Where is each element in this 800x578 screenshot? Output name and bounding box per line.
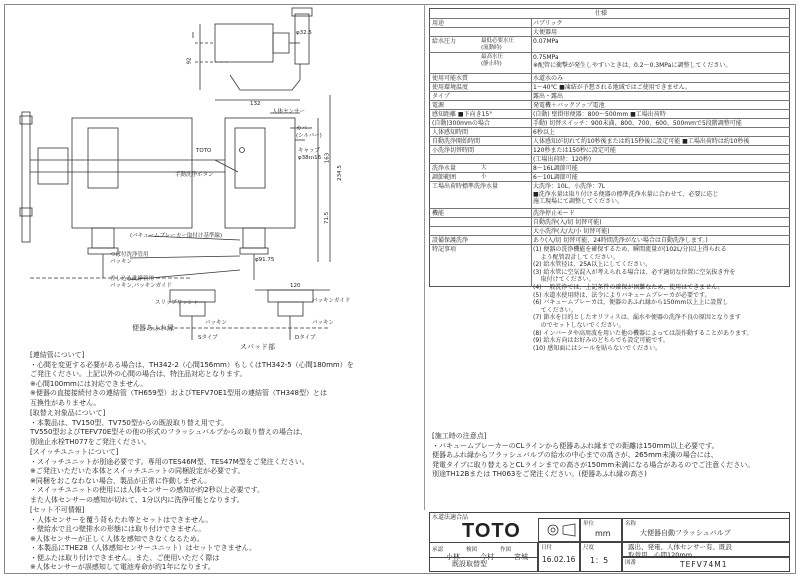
label-packing-guide: パッキン,パッキンガイド <box>110 283 172 289</box>
water-note: 水道法適合品 <box>432 514 469 521</box>
checker-label: 検図 <box>466 547 478 553</box>
spec-row-label: 工場出荷時標準洗浄水量 <box>432 183 499 190</box>
label-cover: カバー <box>296 126 313 132</box>
projection-symbol <box>538 518 580 542</box>
dim-234-5: 234.5 <box>336 165 343 181</box>
spec-row-value: (自動) 壁掛形便器：800～500mm ■工場出荷時 <box>533 111 666 118</box>
note-line: ※便器の直接接続付きの連結管（TH659型）およびTEFV70E1型用の連結管（TH348型）とは <box>30 389 327 397</box>
spec-row-value: 手動) 切替スイッチ：900未満、800、700、600、500mmで5段階調整可能 <box>533 120 742 127</box>
spec-row-sub: 大 <box>481 165 487 171</box>
spec-row-value: 1～40℃ ■凍結が予想される地域ではご使用できません。 <box>533 84 692 91</box>
spec-row <box>429 36 790 53</box>
dim-92: 92 <box>186 57 193 65</box>
spec-row-value: 水道水のみ <box>533 75 564 82</box>
product-description: 露出、発電、人体センサー有、既設 取替用、心間120mm <box>628 543 732 559</box>
spec-row-label: 人体感知時間 <box>432 129 469 136</box>
note-line: ・バキュームブレーカーのCLラインから便器あふれ縁までの距離は150mm以上必要です。 <box>432 441 719 450</box>
spec-row-value: 6秒以上 <box>533 129 555 136</box>
label-manual-button: 手動洗浄ボタン <box>175 172 214 178</box>
note-line: [連結管について] <box>30 351 85 359</box>
dim-132: 132 <box>250 101 261 107</box>
spec-row-label: 洗浄水量 <box>432 165 457 172</box>
top-view-body <box>215 24 273 62</box>
drafter: 宮城 <box>514 553 528 561</box>
date: 16.02.16 <box>542 555 576 564</box>
spec-row-value: 露出・露出 <box>533 93 564 100</box>
spec-row-value: (1) 便器の洗浄機能を確保するため、瞬間流量が(102L/分)以上得られる よう配管設計してください。 (2) 給水管径は、25A以上にしてください。 (3) 給水管に空気混入が考えられる場合は、必ず適切な位置に空気抜き弁を 取付けてください。 (4) 一般洗浄では、上記条件の確保が困難なため、使用はできません。 (5) 水道水使用時は、法令によりバキュームブレーカが必要です。 (6) バキュームブレーカは、便器のあふれ縁から150mm以上上に設置し てください。 (7) 節水を目的としたオリフィスは、漏水や便器の洗浄不良の原因となります のでセットしないでください。 (8) インバータや高周波を用いた他の機器によっては誤作動することがあります。 (9) 給水方向はお好みのどちらでも設定可能です。 (10) 感知面にはシールを貼らないでください。 <box>533 246 753 352</box>
note-line: ・スイッチユニットが別途必要です。専用のTES46M型、TES47M型をご発注ください。 <box>30 457 309 466</box>
note-line: 便器あふれ縁からフラッシュバルブの給水の中心までの高さが、265mm未満の場合には、 <box>432 451 718 459</box>
spec-row-label: 使用環境温度 <box>432 84 469 91</box>
checker: 今村 <box>480 553 494 561</box>
spec-row-sub: 最低必要水圧 (流動時) <box>481 38 515 51</box>
spec-row-value: 6～10L調節可能 <box>533 174 578 181</box>
note-line: ご発注ください。上記以外の心間の場合は、特注品対応となります。 <box>30 370 247 378</box>
spec-row-value: 大洗浄：10L、小洗浄：7L ■洗浄水量は取り付ける便器の標準洗浄水量に合わせて、必要に応じ 施工現場にて調整してください。 <box>533 183 719 206</box>
note-line: 互換性がありません。 <box>30 398 101 407</box>
category: 既設取替型 <box>452 560 487 568</box>
label-slip-washer: スリップワッシャー <box>155 300 204 306</box>
note-line: ※人体センサーが正しく人体を感知できなくなるため。 <box>30 534 204 543</box>
spec-divider <box>531 18 532 287</box>
front-view-body <box>225 118 295 228</box>
spec-row <box>429 244 790 352</box>
scale-label: 尺度 <box>583 545 595 551</box>
spec-row-value: あり(入/切 切替可能、24時間洗浄がない場合は自動洗浄します。) <box>533 237 708 244</box>
spec-row-label: 給水圧力 <box>432 38 457 45</box>
spec-row-label: 小洗浄切替時間 <box>432 147 475 154</box>
approver-label: 承認 <box>432 547 444 553</box>
spec-row-sub: 最高水圧 (静止時) <box>481 54 504 67</box>
note-line: ※心間100mmには対応できません。 <box>30 379 148 388</box>
label-vacuum-breaker: (バキュームブレーカー取付け基準線) <box>130 233 222 239</box>
spec-row-label: 電源 <box>432 102 445 109</box>
spec-row-value: 大小洗浄(大/大/小 切替可能) <box>533 228 610 235</box>
label-spud: スパッド部 <box>240 343 275 351</box>
label-washer-pipe: 差し込み洗浄管用 <box>110 276 155 282</box>
note-line: ※人体センサーが誤感知して電池寿命が約1年になります。 <box>30 563 215 571</box>
drawing-no-label: 図番 <box>625 560 637 566</box>
spec-row-label: 機能 <box>432 210 445 217</box>
label-tsuba: つば付洗浄管用 <box>110 252 149 258</box>
spec-row-label: (自動)300mmの場合 <box>432 120 490 127</box>
spec-row <box>429 181 790 209</box>
dim-71-5: 71.5 <box>324 211 331 225</box>
note-line: [セット不可情報] <box>30 506 85 514</box>
date-label: 日付 <box>541 545 553 551</box>
note-line: ・壁給水で且つ壁排水の形態には取り付けできません。 <box>30 525 206 533</box>
dim-32-5: φ32.5 <box>296 30 312 36</box>
dim-38: φ38ｍ16 <box>298 155 322 161</box>
note-line: ・本製品は、TV150型、TV750型からの既設取り替え用です。 <box>30 418 229 427</box>
label-toilet-flange: 便器あふれ縁 <box>132 324 174 332</box>
label-packing-guide2: パッキンガイド <box>312 298 351 304</box>
note-line: また人体センサーの感知が切れて、1分以内に洗浄可能となります。 <box>30 495 244 504</box>
drafter-label: 作図 <box>500 547 512 553</box>
dim-120: 120 <box>290 283 301 289</box>
note-line: ※同梱をおこなわない場合、製品が正常に作動しません。 <box>30 476 212 485</box>
note-line: 別途止水栓TH077をご発注ください。 <box>30 437 151 446</box>
center-divider <box>424 4 425 510</box>
name-label: 名称 <box>625 521 637 527</box>
product-name: 大便器自動フラッシュバルブ <box>640 529 731 537</box>
spec-row-value: 洗浄停止モード <box>533 210 575 217</box>
note-line: [取替え対象品について] <box>30 409 106 417</box>
note-line: TV550型およびTEFV70E型その他の形式のフラッシュバルブからの取り替えの場合は、 <box>30 428 307 436</box>
note-line: [スイッチユニットについて] <box>30 448 119 456</box>
spec-row-value: 0.07MPa <box>533 38 559 45</box>
note-line: 発電タイプに取り替えるとCLラインまでの高さが150mm未満になる場合があるのでご注意ください。 <box>432 460 755 469</box>
spec-row-label: 使用可能水質 <box>432 75 469 82</box>
spec-row-value: 発電機＋バックアップ電池 <box>533 102 605 109</box>
unit-label: 単位 <box>583 521 595 527</box>
label-toto: TOTO <box>196 148 212 154</box>
label-d-type: Dタイプ <box>295 335 316 341</box>
spec-row-label: 設備保護洗浄 <box>432 237 469 244</box>
spec-row-value: 0.75MPa ※配管に衝撃が発生しやすいときは、0.2～0.3MPaに調整してください。 <box>533 54 732 69</box>
spec-row-value: パブリック <box>533 20 563 27</box>
spec-row-label: 調節範囲 <box>432 174 457 181</box>
spec-row-value: 120秒または150秒に設定可能 <box>533 147 616 154</box>
spec-row-sub: 小 <box>481 174 487 180</box>
note-line: ・心間を変更する必要がある場合は、TH342-2（心間156mm）もしくはTH342-5（心間180mm）を <box>30 360 354 369</box>
approver: 小林 <box>446 553 460 561</box>
label-silver: (シルバー) <box>296 133 322 139</box>
dim-91-75: φ91.75 <box>255 257 275 263</box>
spec-row-label: 用途 <box>432 20 445 27</box>
note-line: ・便ふたは取り付けできません。また、ご使用いただく際は <box>30 553 220 562</box>
notes-right <box>432 432 754 480</box>
spec-row-label: タイプ <box>432 93 450 100</box>
spec-row <box>429 52 790 74</box>
spec-title: 仕様 <box>595 10 608 17</box>
note-line: ・スイッチユニットの使用には人体センサーの感知が約2秒以上必要です。 <box>30 486 265 494</box>
drawing-number: TEFV74M1 <box>680 560 728 569</box>
dim-163: 163 <box>324 152 331 164</box>
spec-row-value: 大便器用 <box>533 29 558 36</box>
note-line: 別途TH12Bまたは TH063をご発注ください。(便器あふれ縁の高さ) <box>432 470 647 478</box>
label-s-type: Sタイプ <box>198 335 218 341</box>
note-line: [施工時の注意点] <box>432 432 487 440</box>
spec-row-value: 人体感知が切れて約10秒後または約15秒後に設定可能 ■工場出荷時は約10秒後 <box>533 138 750 145</box>
label-packing3: パッキン <box>312 320 334 326</box>
label-cap: キャップ <box>298 148 321 154</box>
notes-left <box>30 351 354 573</box>
note-line: ・人体センサーを覆う背もたれ等とセットはできません。 <box>30 515 213 524</box>
label-sensor: 人体センサー <box>272 109 306 115</box>
brand-logo: TOTO <box>462 520 521 542</box>
spec-row-value: 自動洗浄(入/切 切替可能) <box>533 219 602 226</box>
note-line: ※ご発注いただいた本体とスイッチユニットの同梱設定が必要です。 <box>30 467 245 475</box>
spec-row-value: 8～16L調節可能 <box>533 165 578 172</box>
label-packing2: パッキン <box>205 320 227 326</box>
spec-row-label: 特記事項 <box>432 246 457 253</box>
label-packing: パッキン <box>110 259 132 265</box>
spec-row-label: 自動洗浄開始時間 <box>432 138 481 145</box>
scale: 1：5 <box>590 556 609 565</box>
spec-row-value: (工場出荷時：120秒) <box>533 156 592 163</box>
spec-row-label: 感知距離 ■下向き15° <box>432 111 493 118</box>
note-line: ・本製品にTHE28（人体感知センサーユニット）はセットできません。 <box>30 544 257 552</box>
unit: mm <box>595 529 611 538</box>
